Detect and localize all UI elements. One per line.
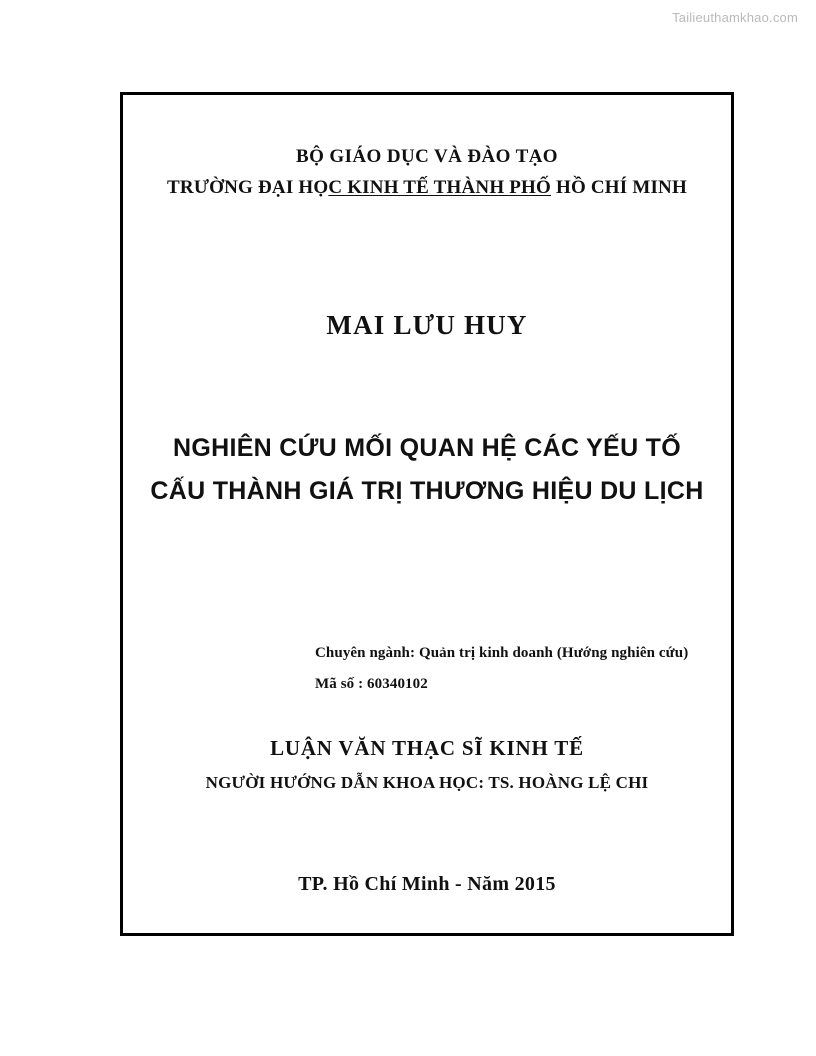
university-suffix: HỒ CHÍ MINH — [551, 176, 687, 198]
major-line: Chuyên ngành: Quản trị kinh doanh (Hướng nghiên cứu) — [315, 645, 689, 661]
degree-line: LUẬN VĂN THẠC SĨ KINH TẾ — [270, 735, 584, 760]
thesis-meta — [149, 638, 705, 700]
cover-page-frame — [120, 92, 734, 936]
place-year-line: TP. Hồ Chí Minh - Năm 2015 — [298, 872, 556, 895]
thesis-title-line-1: NGHIÊN CỨU MỐI QUAN HỆ CÁC YẾU TỐ — [173, 434, 681, 462]
cover-content — [123, 95, 731, 933]
thesis-title-line-2: CẤU THÀNH GIÁ TRỊ THƯƠNG HIỆU DU LỊCH — [150, 476, 704, 505]
thesis-title — [149, 427, 705, 512]
university-prefix: TRƯỜNG ĐẠI HỌ — [167, 176, 329, 198]
supervisor-line: NGƯỜI HƯỚNG DẪN KHOA HỌC: TS. HOÀNG LỆ CHI — [205, 772, 649, 792]
university-underlined: C KINH TẾ THÀNH PHỐ — [328, 176, 552, 198]
site-watermark: Tailieuthamkhao.com — [672, 10, 798, 25]
university-heading — [149, 174, 705, 203]
author-name: MAI LƯU HUY — [326, 310, 528, 340]
major-code-line: Mã số : 60340102 — [315, 675, 428, 692]
ministry-heading: BỘ GIÁO DỤC VÀ ĐÀO TẠO — [296, 146, 558, 167]
